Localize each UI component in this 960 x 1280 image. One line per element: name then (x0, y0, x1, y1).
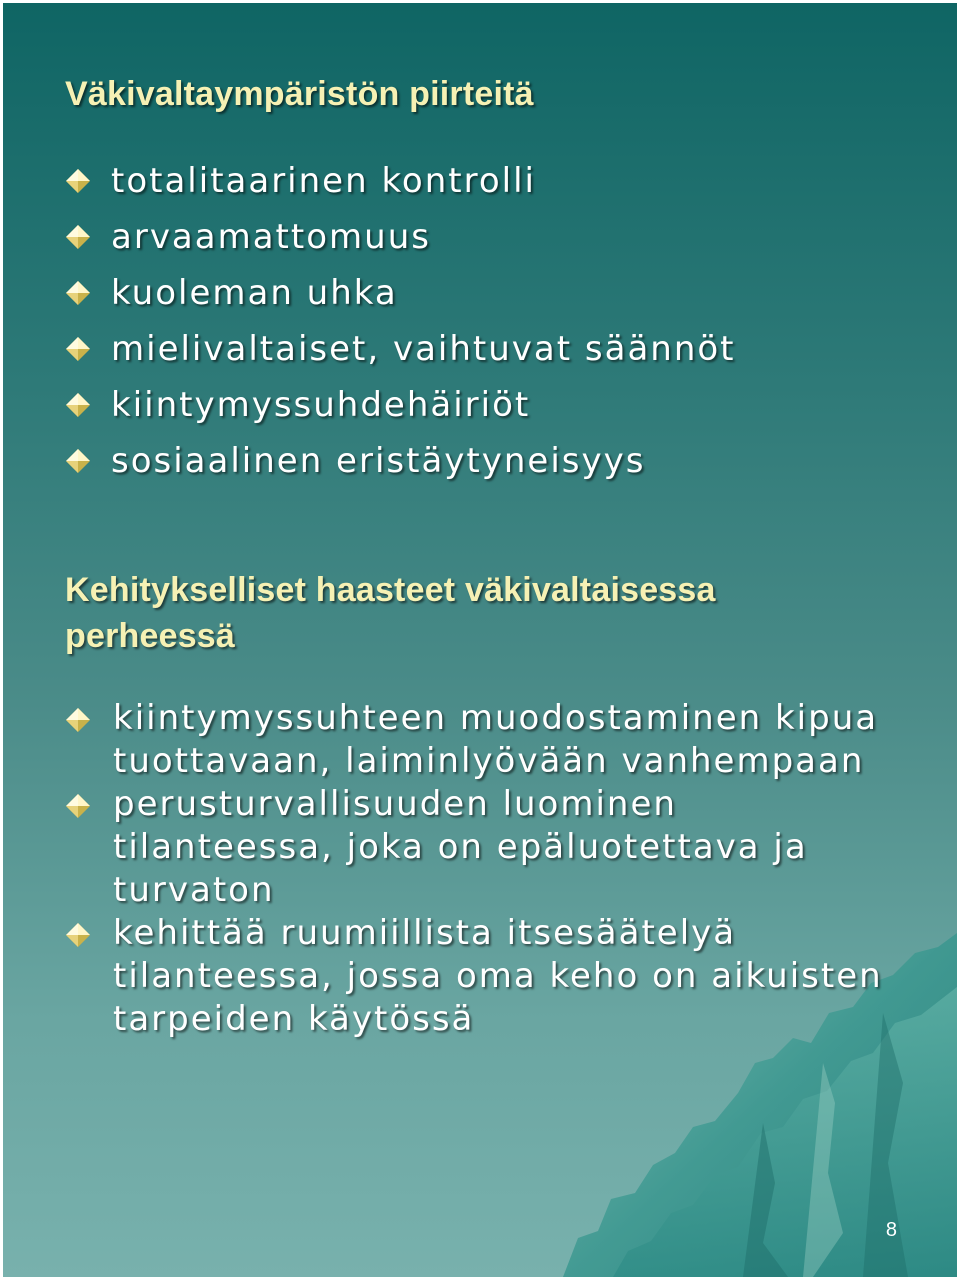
feature-text: totalitaarinen kontrolli (111, 161, 536, 201)
challenge-text: kehittää ruumiillista itsesäätelyä tilanteessa, jossa oma keho on aikuisten tarpeiden käytössä (113, 913, 883, 1039)
list-item (65, 212, 905, 268)
feature-text: sosiaalinen eristäytyneisyys (111, 441, 646, 481)
challenge-text: perusturvallisuuden luominen tilanteessa, joka on epäluotettava ja turvaton (113, 784, 808, 910)
list-item (65, 697, 905, 783)
list-item (65, 380, 905, 436)
feature-text: kuoleman uhka (111, 273, 398, 313)
list-item (65, 783, 905, 912)
diamond-bullet-icon (65, 336, 91, 362)
diamond-bullet-icon (65, 280, 91, 306)
diamond-bullet-icon (65, 448, 91, 474)
feature-text: arvaamattomuus (111, 217, 431, 257)
page-number: 8 (885, 1219, 897, 1241)
diamond-bullet-icon (65, 224, 91, 250)
feature-text: mielivaltaiset, vaihtuvat säännöt (111, 329, 736, 369)
diamond-bullet-icon (65, 707, 91, 733)
slide (3, 3, 957, 1277)
challenge-text: kiintymyssuhteen muodostaminen kipua tuottavaan, laiminlyövään vanhempaan (113, 698, 879, 781)
list-item (65, 912, 905, 1041)
diamond-bullet-icon (65, 168, 91, 194)
section-subtitle: Kehitykselliset haasteet väkivaltaisessa perheessä (65, 571, 716, 655)
diamond-bullet-icon (65, 922, 91, 948)
feature-text: kiintymyssuhdehäiriöt (111, 385, 531, 425)
list-item (65, 268, 905, 324)
list-item (65, 324, 905, 380)
features-list (65, 156, 905, 492)
diamond-bullet-icon (65, 392, 91, 418)
slide-title: Väkivaltaympäristön piirteitä (65, 75, 534, 113)
list-item (65, 156, 905, 212)
diamond-bullet-icon (65, 793, 91, 819)
challenges-list (65, 697, 905, 1041)
list-item (65, 436, 905, 492)
